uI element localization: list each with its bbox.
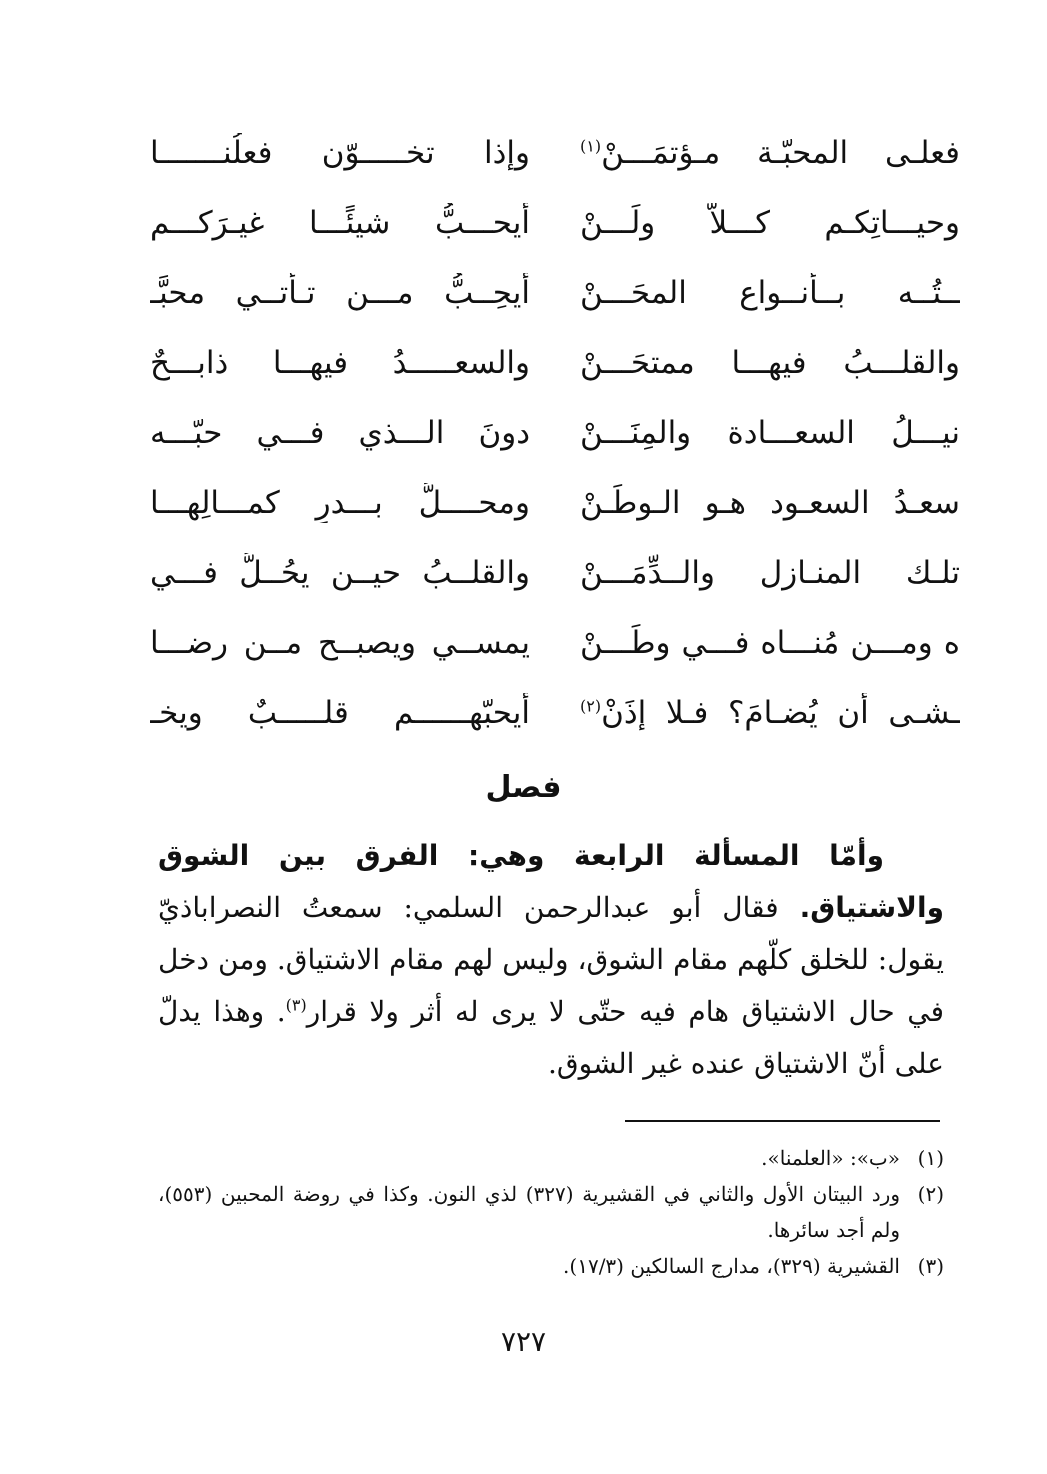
footnotes bbox=[158, 1140, 944, 1284]
hemistich-text: ـشـى أن يُضـامَ؟ فـلا إذَنْ bbox=[601, 695, 960, 731]
verse-second-hemistich bbox=[580, 553, 960, 593]
verse bbox=[150, 398, 960, 468]
verse bbox=[150, 468, 960, 538]
verse-second-hemistich bbox=[580, 693, 960, 733]
hemistich-text: دونَ الـــذي فـــي حبّـــه bbox=[150, 415, 530, 451]
hemistich-text: أيحِــبُّ مـــن تـأتــي محبَّـ bbox=[150, 275, 530, 311]
verse bbox=[150, 538, 960, 608]
hemistich-text: ومحــــلُّ بـــدرِ كمـــالِهـــا bbox=[150, 485, 530, 521]
hemistich-text: نيـــلُ السعـــادة والمِنَـــنْ bbox=[580, 415, 960, 451]
verse-first-hemistich bbox=[150, 343, 530, 383]
footnote-marker[interactable]: (٣) bbox=[285, 995, 307, 1015]
footnote-separator bbox=[625, 1120, 940, 1122]
verse bbox=[150, 608, 960, 678]
hemistich-text: وإذا تخـــــوّن فعلُنـــــــا bbox=[150, 135, 530, 171]
verse-second-hemistich bbox=[580, 623, 960, 663]
hemistich-text: وحيـــاتِكـم كـــلاّ ولَـــنْ bbox=[580, 205, 960, 241]
verse-second-hemistich bbox=[580, 133, 960, 173]
verse-first-hemistich bbox=[150, 203, 530, 243]
footnote-number: (٢) bbox=[917, 1182, 944, 1206]
page-number: ٧٢٧ bbox=[500, 1325, 547, 1358]
verse-first-hemistich bbox=[150, 553, 530, 593]
hemistich-text: والقلـــبُ فيهـــا ممتحَـــنْ bbox=[580, 345, 960, 381]
footnote-number: (٣) bbox=[917, 1254, 944, 1278]
hemistich-text: والقلــبُ حيــن يحُــلُّ فـــي bbox=[150, 555, 530, 591]
footnote-text: القشيرية (٣٢٩)، مدارج السالكين (١٧/٣). bbox=[563, 1254, 900, 1278]
footnote bbox=[158, 1140, 944, 1176]
verse bbox=[150, 258, 960, 328]
hemistich-text: أيحبّهــــــم قلـــــبٌ ويخـ bbox=[150, 695, 530, 731]
hemistich-text: فعلـى المحبّـة مـؤتمَـــنْ bbox=[601, 135, 960, 171]
verse-second-hemistich bbox=[580, 273, 960, 313]
paragraph-text-end: . وهذا يدلّ على أنّ الاشتياق عنده غير الشوق. bbox=[158, 995, 944, 1080]
verse-first-hemistich bbox=[150, 413, 530, 453]
hemistich-text: ه ومـــن مُنـــاه فـــي وطَـــنْ bbox=[580, 625, 960, 661]
footnote-number: (١) bbox=[917, 1146, 944, 1170]
hemistich-text: أيحـــبُّ شيئًـــا غيـرَكـــم bbox=[150, 205, 530, 241]
verse-first-hemistich bbox=[150, 693, 530, 733]
prose-paragraph bbox=[158, 830, 944, 1090]
bold-intro: وأمّا المسألة الرابعة وهي: الفرق بين الشوق والاشتياق. bbox=[158, 839, 944, 924]
footnote-marker[interactable]: (١) bbox=[580, 136, 602, 156]
verse bbox=[150, 328, 960, 398]
verse bbox=[150, 118, 960, 188]
paragraph bbox=[158, 830, 944, 1090]
verse-first-hemistich bbox=[150, 273, 530, 313]
verse-second-hemistich bbox=[580, 413, 960, 453]
hemistich-text: سعـدُ السعـود هـو الـوطَـنْ bbox=[580, 485, 960, 521]
verse-second-hemistich bbox=[580, 203, 960, 243]
hemistich-text: والسعـــــدُ فيهـــا ذابـــحٌ bbox=[150, 345, 530, 381]
verse-first-hemistich bbox=[150, 483, 530, 523]
footnote-text: ورد البيتان الأول والثاني في القشيرية (٣٢٧) لذي النون. وكذا في روضة المحبين (٥٥٣)، ولم أجد سائرها. bbox=[158, 1182, 900, 1242]
verse-first-hemistich bbox=[150, 133, 530, 173]
verse bbox=[150, 678, 960, 748]
hemistich-text: يمســي ويصبــح مــن رضـــا bbox=[150, 625, 530, 661]
footnote-text: «ب»: «العلمنا». bbox=[761, 1146, 900, 1170]
section-heading: فصل bbox=[485, 770, 562, 805]
verse-second-hemistich bbox=[580, 483, 960, 523]
verse-second-hemistich bbox=[580, 343, 960, 383]
paragraph-text: فقال أبو عبدالرحمن السلمي: سمعتُ النصراباذيّ يقول: للخلق كلّهم مقام الشوق، وليس لهم مقام الاشتياق. ومن دخل في حال الاشتياق هام فيه حتّى لا يرى له أثر ولا قرار bbox=[158, 891, 944, 1028]
verse bbox=[150, 188, 960, 258]
verse-first-hemistich bbox=[150, 623, 530, 663]
footnote bbox=[158, 1176, 944, 1248]
hemistich-text: تلـك المنـازل والــدِّمَـــنْ bbox=[580, 555, 960, 591]
hemistich-text: ــتُــه بــأنــواع المحَـــنْ bbox=[580, 275, 960, 311]
footnote bbox=[158, 1248, 944, 1284]
poem bbox=[150, 118, 960, 748]
footnote-marker[interactable]: (٢) bbox=[580, 696, 602, 716]
